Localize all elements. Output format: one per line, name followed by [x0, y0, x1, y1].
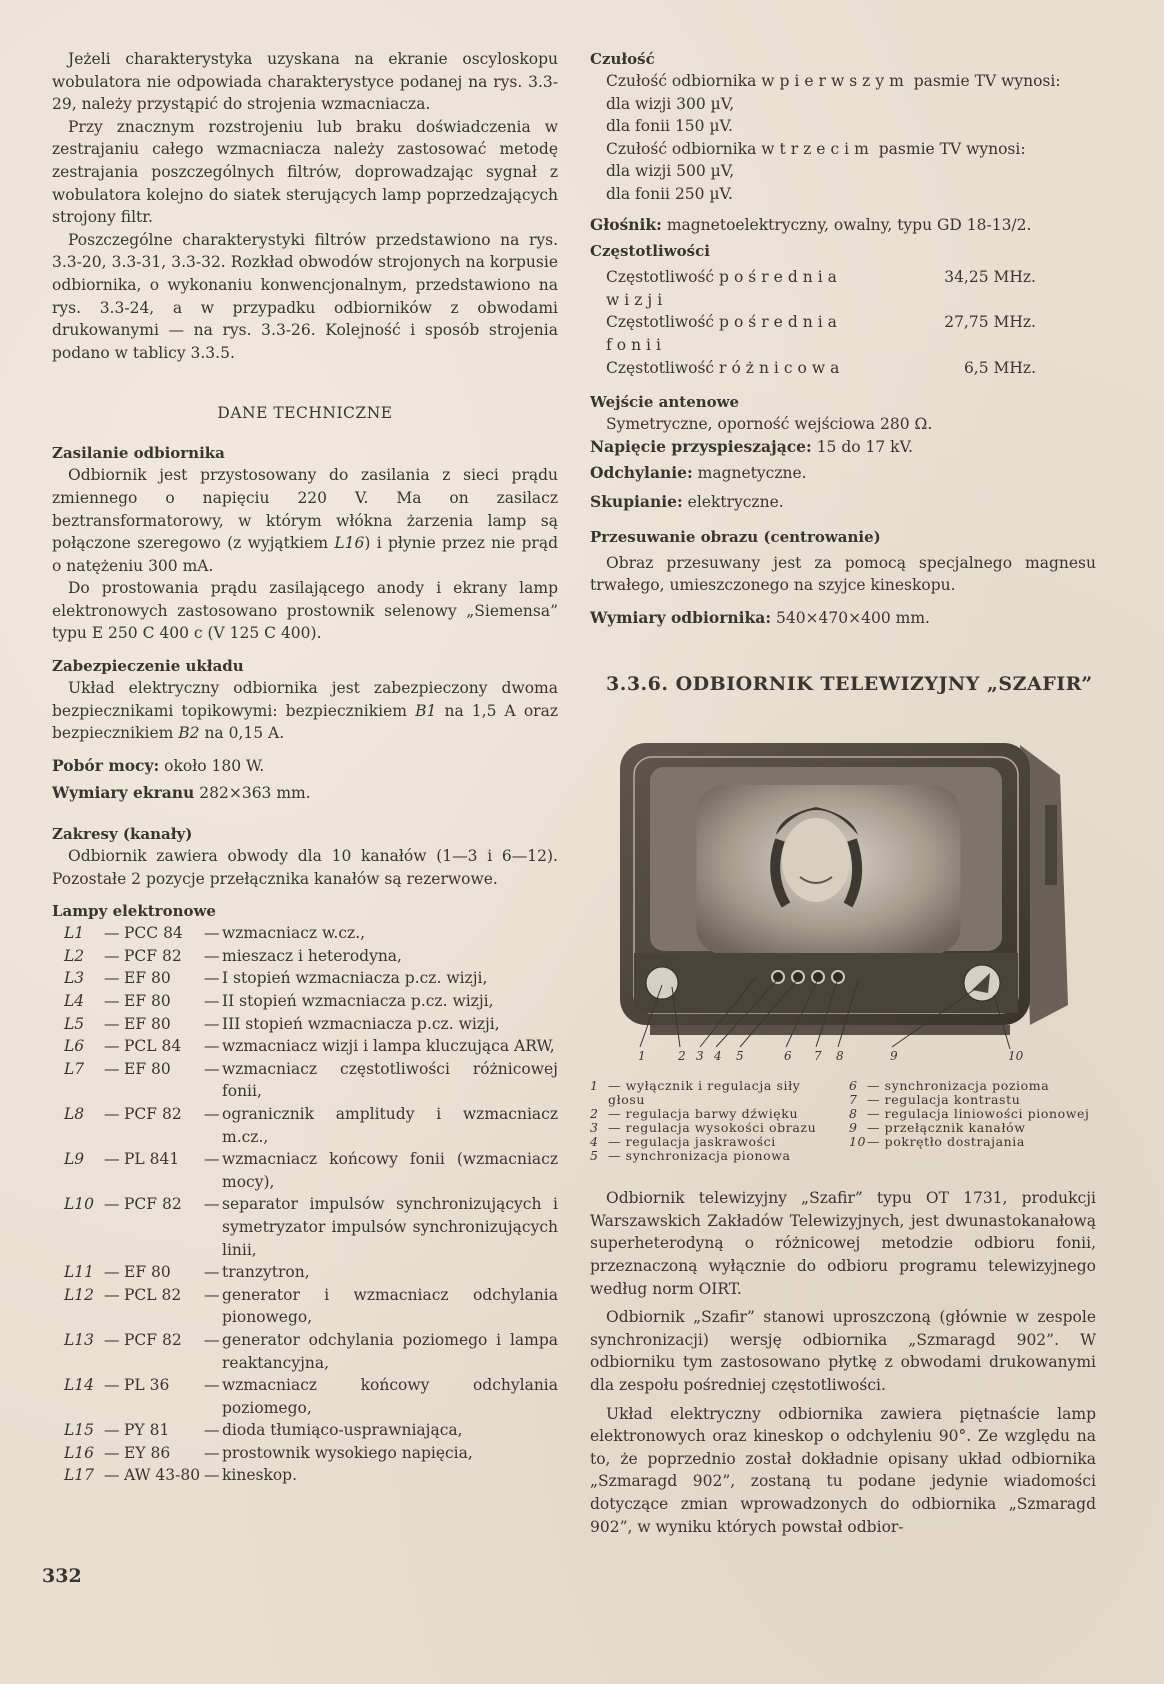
legend-number: 9 [849, 1120, 858, 1136]
tube-type: PCL 82 [124, 1285, 182, 1304]
lamp-item [52, 967, 558, 990]
spec-label: Wymiary odbiornika: [590, 607, 772, 627]
callout-number: 8 [836, 1049, 844, 1064]
zakresy-heading: Zakresy (kanały) [52, 825, 193, 844]
dash: — [204, 1330, 220, 1349]
callout-number: 3 [696, 1049, 704, 1064]
dash: — [104, 1421, 120, 1440]
intro-paragraph: Poszczególne charakterystyki filtrów przedstawiono na rys. 3.3-20, 3.3-31, 3.3-32. Rozkład obwodów strojonych na korpusie odbiornika, o wykonaniu konwencjonalnym, przedstawiono na rys. 3.3-24, a w przypadku odbiorników z obwodami drukowanymi — na rys. 3.3-26. Kolejność i sposób strojenia podano w tablicy 3.3.5. [52, 230, 558, 362]
text-span: pasmie TV wynosi: [908, 72, 1061, 90]
czulosc-heading: Czułość [590, 50, 655, 68]
control-knob [832, 971, 844, 983]
tube-type: EY 86 [124, 1443, 171, 1462]
czulosc-band3 [590, 138, 1096, 161]
tube-type: PCF 82 [124, 1104, 182, 1123]
tube-type: PCC 84 [124, 924, 183, 943]
text-span: pasmie TV wynosi: [873, 139, 1026, 158]
frequency-value: 6,5 MHz. [963, 358, 1036, 377]
callout-number: 1 [638, 1049, 646, 1064]
lamp-item [52, 1035, 558, 1058]
callout-number: 4 [714, 1049, 722, 1064]
callout-number: 2 [678, 1049, 686, 1064]
lamp-description: generator odchylania poziomego i lampa reaktancyjna, [222, 1330, 558, 1372]
callout-number: 7 [814, 1049, 822, 1064]
control-knob [772, 971, 784, 983]
lamp-code: L9 [64, 1150, 85, 1169]
right-column [590, 48, 1096, 1538]
tube-type: PCF 82 [124, 1195, 182, 1214]
legend-number: 1 [590, 1078, 599, 1094]
dash: — [204, 969, 220, 988]
frequency-label: Częstotliwość pośrednia fonii [606, 313, 842, 354]
dash: — [104, 924, 120, 943]
tube-type: EF 80 [124, 969, 171, 988]
tube-type: EF 80 [124, 1014, 171, 1033]
tv-illustration [590, 715, 1096, 1065]
callout-number: 6 [784, 1049, 792, 1064]
frequency-value: 27,75 MHz. [944, 313, 1036, 332]
frequency-label: Częstotliwość pośrednia wizji [606, 268, 842, 309]
zasilanie-paragraph [52, 464, 558, 577]
tv-control-panel [634, 953, 1018, 1013]
legend-text: — przełącznik kanałów [867, 1120, 1026, 1136]
text-span: ) i płynie przez nie prąd o natężeniu 300 mA. [52, 534, 558, 575]
callout-number: 5 [736, 1049, 744, 1064]
lamp-description: tranzytron, [222, 1263, 310, 1282]
lamp-description: kineskop. [222, 1466, 298, 1485]
legend-number: 2 [590, 1106, 599, 1122]
spec-value: magnetyczne. [692, 464, 807, 483]
value-line: dla fonii 250 µV. [606, 184, 733, 203]
legend-text: — synchronizacja pionowa [608, 1148, 791, 1164]
control-knob [812, 971, 824, 983]
tv-side-vent [1045, 805, 1057, 885]
legend-item [849, 1107, 1096, 1121]
lamp-code: L16 [64, 1443, 95, 1462]
lampy-heading: Lampy elektronowe [52, 902, 216, 921]
legend-number: 3 [590, 1120, 599, 1136]
lamp-description: wzmacniacz końcowy fonii (wzmacniacz mocy), [222, 1150, 558, 1191]
czulosc-band1 [590, 70, 1096, 93]
lamp-item [52, 1103, 558, 1148]
frequency-label: Częstotliwość różnicowa [606, 358, 845, 377]
lamp-description: prostownik wysokiego napięcia, [222, 1443, 473, 1462]
spaced-word: pośrednia wizji [606, 268, 842, 309]
tube-type: EF 80 [124, 1263, 171, 1282]
page-number: 332 [42, 1565, 82, 1587]
body-paragraph: Odbiornik telewizyjny „Szafir” typu OT 1731, produkcji Warszawskich Zakładów Telewizyjnych, jest dwunastokanałową superheterodyną o różnicowej metodzie odbioru fonii, przeznaczoną wyłącznie do odbioru programu telewizyjnego według norm OIRT. [590, 1189, 1096, 1298]
legend-number: 4 [590, 1134, 599, 1150]
legend-item [590, 1121, 837, 1135]
dash: — [104, 1443, 120, 1462]
lamp-item [52, 1464, 558, 1487]
lamp-item [52, 1419, 558, 1442]
control-knob [792, 971, 804, 983]
legend-number: 10 [849, 1134, 867, 1150]
dash: — [204, 924, 220, 943]
spec-label: Skupianie: [590, 491, 683, 511]
legend-item [590, 1079, 837, 1107]
dash: — [104, 1263, 120, 1282]
lamp-code: L10 [64, 1195, 95, 1214]
dash: — [104, 1104, 120, 1123]
legend-number: 5 [590, 1148, 599, 1164]
spec-value: około 180 W. [159, 756, 265, 775]
napiecie [590, 436, 1096, 459]
legend-text: — synchronizacja pozioma [867, 1078, 1050, 1094]
section-title: 3.3.6. ODBIORNIK TELEWIZYJNY „SZAFIR” [606, 673, 1093, 696]
lamp-item [52, 1058, 558, 1103]
face-shape [782, 818, 850, 902]
lamp-item [52, 1193, 558, 1261]
wymiary-odbiornika [590, 607, 1096, 630]
text-span: Odbiornik jest przystosowany do zasilania z sieci prądu zmiennego o napięciu 220 V. Ma on zasilacz beztransformatorowy, w którym włókna żarzenia lamp są połączone szeregowo (z wyjątkiem [52, 466, 558, 553]
spec-label: Pobór mocy: [52, 755, 160, 775]
spaced-word: pierwszym [779, 72, 909, 90]
tube-type: PY 81 [124, 1421, 170, 1440]
spec-value: 15 do 17 kV. [811, 437, 913, 456]
lamp-item [52, 1261, 558, 1284]
band1-values [590, 93, 1096, 138]
tube-type: PCF 82 [124, 946, 182, 965]
lamp-code: L4 [64, 992, 85, 1010]
tube-type: EF 80 [124, 992, 171, 1010]
frequency-value: 34,25 MHz. [944, 268, 1036, 287]
value-line: dla fonii 150 µV. [606, 117, 733, 136]
lamp-code: L2 [64, 946, 85, 965]
legend-text: — regulacja barwy dźwięku [608, 1106, 799, 1122]
frequency-row [606, 357, 1096, 380]
spec-label: Napięcie przyspieszające: [590, 436, 812, 456]
legend-number: 8 [849, 1106, 858, 1122]
legend-text: — regulacja kontrastu [867, 1092, 1021, 1108]
dash: — [104, 1150, 120, 1169]
lamp-item [52, 1013, 558, 1036]
lamp-item [52, 1374, 558, 1419]
dash: — [104, 1285, 120, 1304]
lamp-item [52, 922, 558, 945]
lamp-ref: L16 [334, 534, 365, 553]
body-paragraph: Układ elektryczny odbiornika zawiera piętnaście lamp elektronowych oraz kineskop o odchyleniu 90°. Ze względu na to, że poprzednio został dokładnie opisany układ odbiornika „Szmaragd 902”, zostaną tu podane jedynie wiadomości dotyczące zmian wprowadzonych do odbiornika „Szmaragd 902”, w wyniku których powstał odbior- [590, 1404, 1096, 1536]
pobor-mocy [52, 755, 558, 778]
lamp-code: L7 [64, 1059, 85, 1078]
dash: — [204, 1104, 220, 1123]
text-span: Czułość odbiornika w [606, 72, 780, 90]
lamp-list [52, 922, 558, 1487]
frequency-row [606, 311, 1096, 356]
spec-value: 540×470×400 mm. [771, 608, 930, 627]
lamp-description: ogranicznik amplitudy i wzmacniacz m.cz., [222, 1104, 558, 1146]
lamp-code: L5 [64, 1014, 85, 1033]
dash: — [104, 1330, 120, 1349]
legend-item [590, 1107, 837, 1121]
band3-values [590, 160, 1096, 205]
tube-type: PL 36 [124, 1376, 170, 1395]
dash: — [204, 1263, 220, 1282]
tube-type: AW 43-80 [124, 1466, 201, 1485]
legend-item [849, 1121, 1096, 1135]
dash: — [204, 1150, 220, 1169]
legend-column [849, 1079, 1096, 1163]
tv-base [650, 1025, 1010, 1035]
lamp-item [52, 1148, 558, 1193]
legend-column [590, 1079, 837, 1163]
spaced-word: różnicowa [719, 358, 845, 377]
lamp-description: wzmacniacz wizji i lampa kluczująca ARW, [222, 1037, 555, 1056]
legend-text: — wyłącznik i regulacja siły głosu [608, 1078, 801, 1108]
callout-number: 10 [1008, 1049, 1024, 1064]
spec-value: magnetoelektryczny, owalny, typu GD 18-13/2. [661, 215, 1032, 234]
glosnik [590, 214, 1096, 237]
lamp-code: L3 [64, 969, 85, 988]
dane-techniczne-heading: DANE TECHNICZNE [217, 404, 393, 423]
intro-paragraph: Przy znacznym rozstrojeniu lub braku doświadczenia w zestrajaniu całego wzmacniacza należy zastosować metodę zestrajania poszczególnych filtrów, doprowadzając sygnał z wobulatora kolejno do siatek sterujących lamp poprzedzających strojony filtr. [52, 117, 558, 227]
lamp-code: L12 [64, 1285, 95, 1304]
tv-figure [590, 715, 1096, 1075]
text-span: na 1,5 A oraz bezpiecznikiem [52, 701, 558, 743]
legend-text: — regulacja jaskrawości [608, 1134, 776, 1150]
dash: — [104, 1466, 120, 1485]
spec-value: elektryczne. [682, 492, 784, 511]
dash: — [104, 1059, 120, 1078]
intro-paragraph: Jeżeli charakterystyka uzyskana na ekranie oscyloskopu wobulatora nie odpowiada charakterystyce podanej na rys. 3.3-29, należy przystąpić do strojenia wzmacniacza. [52, 50, 558, 114]
dash: — [104, 1195, 120, 1214]
legend-item [590, 1135, 837, 1149]
legend-number: 7 [849, 1092, 858, 1108]
lamp-item [52, 1329, 558, 1374]
dash: — [204, 1014, 220, 1033]
left-column [52, 48, 558, 1487]
zabezpieczenie-heading: Zabezpieczenie układu [52, 657, 244, 676]
zasilanie-heading: Zasilanie odbiornika [52, 444, 225, 463]
callout-numbers [590, 1049, 1096, 1069]
dash: — [204, 1443, 220, 1462]
dash: — [204, 1421, 220, 1440]
lamp-code: L14 [64, 1376, 95, 1395]
dash: — [104, 992, 120, 1010]
frequency-row [606, 266, 1096, 311]
dash: — [204, 1285, 220, 1304]
dash: — [104, 946, 120, 965]
dash: — [204, 1195, 220, 1214]
lamp-description: wzmacniacz końcowy odchylania poziomego, [222, 1376, 558, 1417]
fuse-ref: B1 [415, 701, 437, 720]
wejscie-heading: Wejście antenowe [590, 393, 740, 412]
lamp-description: III stopień wzmacniacza p.cz. wizji, [222, 1014, 500, 1033]
lamp-description: separator impulsów synchronizujących i symetryzator impulsów synchronizujących linii, [222, 1195, 558, 1259]
tube-type: PCL 84 [124, 1037, 182, 1056]
spec-value: 282×363 mm. [194, 784, 311, 803]
legend-text: — regulacja liniowości pionowej [867, 1106, 1090, 1122]
dash: — [104, 1376, 120, 1395]
tube-type: EF 80 [124, 1059, 171, 1078]
figure-legend [590, 1079, 1096, 1163]
odchylanie [590, 462, 1096, 485]
lamp-code: L1 [64, 924, 85, 943]
lamp-description: II stopień wzmacniacza p.cz. wizji, [222, 992, 494, 1010]
spec-label: Odchylanie: [590, 463, 693, 483]
dash: — [204, 1037, 220, 1056]
dash: — [204, 992, 220, 1010]
prostownik-paragraph: Do prostowania prądu zasilającego anody i ekrany lamp elektronowych zastosowano prostownik selenowy „Siemensa” typu E 250 C 400 c (V 125 C 400). [52, 579, 558, 643]
lamp-description: I stopień wzmacniacza p.cz. wizji, [222, 969, 488, 988]
text-span: Układ elektryczny odbiornika jest zabezpieczony dwoma bezpiecznikami topikowymi: bezpiecznikiem [52, 679, 558, 720]
lamp-description: dioda tłumiąco-usprawniająca, [222, 1421, 463, 1440]
spec-label: Wymiary ekranu [52, 783, 195, 803]
spaced-word: pośrednia fonii [606, 313, 842, 354]
dash: — [204, 1376, 220, 1395]
skupianie [590, 491, 1096, 514]
lamp-item [52, 1284, 558, 1329]
legend-number: 6 [849, 1078, 858, 1094]
dash: — [104, 1014, 120, 1033]
dash: — [204, 1466, 220, 1485]
legend-text: — pokrętło dostrajania [867, 1134, 1025, 1150]
przesuwanie-text: Obraz przesuwany jest za pomocą specjalnego magnesu trwałego, umieszczonego na szyjce kineskopu. [590, 553, 1096, 595]
spaced-word: trzecim [779, 139, 874, 158]
legend-item [849, 1135, 1096, 1149]
lamp-description: wzmacniacz w.cz., [222, 924, 366, 943]
lamp-item [52, 945, 558, 968]
fuse-ref: B2 [178, 724, 200, 743]
text-span: na 0,15 A. [199, 724, 285, 743]
callout-number: 9 [890, 1049, 898, 1064]
lamp-item [52, 1442, 558, 1465]
legend-text: — regulacja wysokości obrazu [608, 1120, 817, 1136]
lamp-description: generator i wzmacniacz odchylania pionowego, [222, 1285, 558, 1327]
value-line: dla wizji 300 µV, [606, 94, 735, 113]
dash: — [104, 1037, 120, 1056]
legend-item [590, 1149, 837, 1163]
tube-type: PCF 82 [124, 1330, 182, 1349]
lamp-item [52, 990, 558, 1013]
dash: — [204, 946, 220, 965]
lamp-code: L8 [64, 1104, 85, 1123]
text-span: Czułość odbiornika w [606, 139, 780, 158]
lamp-code: L6 [64, 1037, 85, 1056]
legend-item [849, 1093, 1096, 1107]
lamp-code: L15 [64, 1421, 95, 1440]
czestotliwosci-heading: Częstotliwości [590, 242, 710, 261]
lamp-description: wzmacniacz częstotliwości różnicowej fonii, [222, 1059, 558, 1101]
value-line: dla wizji 500 µV, [606, 162, 735, 181]
frequency-list [590, 266, 1096, 379]
body-paragraph: Odbiornik „Szafir” stanowi uproszczoną (głównie w zespole synchronizacji) wersję odbiornika „Szmaragd 902”. W odbiorniku tym zastosowano płytkę z obwodami drukowanymi dla zespołu pośredniej częstotliwości. [590, 1308, 1096, 1395]
legend-item [849, 1079, 1096, 1093]
zakresy-paragraph: Odbiornik zawiera obwody dla 10 kanałów (1—3 i 6—12). Pozostałe 2 pozycje przełącznika kanałów są rezerwowe. [52, 847, 558, 888]
lamp-code: L13 [64, 1330, 95, 1349]
wejscie-text: Symetryczne, oporność wejściowa 280 Ω. [606, 415, 933, 434]
lamp-code: L11 [64, 1263, 95, 1282]
tube-type: PL 841 [124, 1150, 180, 1169]
zabezpieczenie-paragraph [52, 677, 558, 745]
lamp-description: mieszacz i heterodyna, [222, 946, 402, 965]
dash: — [104, 969, 120, 988]
lamp-code: L17 [64, 1466, 95, 1485]
spec-label: Głośnik: [590, 214, 662, 234]
wymiary-ekranu [52, 782, 558, 805]
przesuwanie-heading: Przesuwanie obrazu (centrowanie) [590, 527, 881, 546]
dash: — [204, 1059, 220, 1078]
